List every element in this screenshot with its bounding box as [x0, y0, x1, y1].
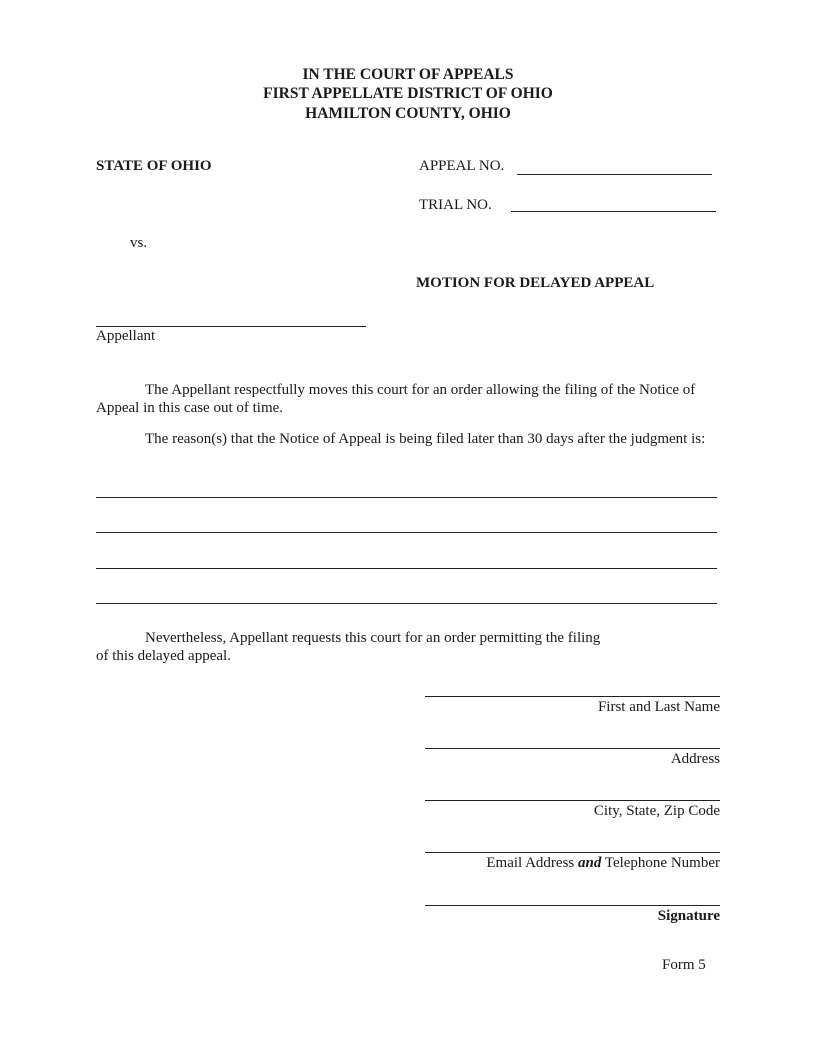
appeal-no-label: APPEAL NO.: [419, 158, 505, 174]
contact-label-email: Email Address: [486, 855, 579, 871]
county-name: HAMILTON COUNTY, OHIO: [305, 105, 511, 122]
name-field[interactable]: [425, 696, 720, 697]
request-paragraph-line-2: of this delayed appeal.: [96, 648, 231, 664]
city-state-zip-label: City, State, Zip Code: [593, 803, 720, 819]
signature-label: Signature: [657, 908, 720, 924]
motion-title: MOTION FOR DELAYED APPEAL: [416, 275, 655, 291]
contact-label-phone: Telephone Number: [601, 855, 720, 871]
court-name: IN THE COURT OF APPEALS: [302, 66, 514, 83]
reason-line-2[interactable]: [96, 532, 717, 533]
trial-no-field[interactable]: [511, 211, 716, 212]
request-paragraph-line-1: Nevertheless, Appellant requests this court for an order permitting the filing: [145, 630, 601, 646]
address-label: Address: [670, 751, 720, 767]
party-state-of-ohio: STATE OF OHIO: [96, 158, 212, 174]
appellant-name-field[interactable]: [96, 326, 366, 327]
reason-line-4[interactable]: [96, 603, 717, 604]
city-state-zip-field[interactable]: [425, 800, 720, 801]
contact-label: [486, 855, 720, 872]
versus-text: vs.: [130, 235, 148, 251]
motion-paragraph-1: [96, 381, 721, 417]
trial-no-label: TRIAL NO.: [419, 197, 492, 213]
address-field[interactable]: [425, 748, 720, 749]
contact-label-and: and: [578, 855, 602, 871]
reason-line-1[interactable]: [96, 497, 717, 498]
appeal-no-field[interactable]: [517, 174, 712, 175]
form-number: Form 5: [662, 957, 706, 973]
name-label: First and Last Name: [597, 699, 720, 715]
district-name: FIRST APPELLATE DISTRICT OF OHIO: [263, 85, 553, 102]
contact-field[interactable]: [425, 852, 720, 853]
motion-paragraph-1-text: The Appellant respectfully moves this court for an order allowing the filing of the Notice of Appeal in this case out of time.: [96, 382, 696, 416]
reasons-paragraph-text: The reason(s) that the Notice of Appeal is being filed later than 30 days after the judgment is:: [145, 431, 706, 447]
reason-line-3[interactable]: [96, 568, 717, 569]
reasons-paragraph: [96, 430, 721, 448]
signature-field[interactable]: [425, 905, 720, 906]
appellant-label: Appellant: [96, 328, 156, 344]
